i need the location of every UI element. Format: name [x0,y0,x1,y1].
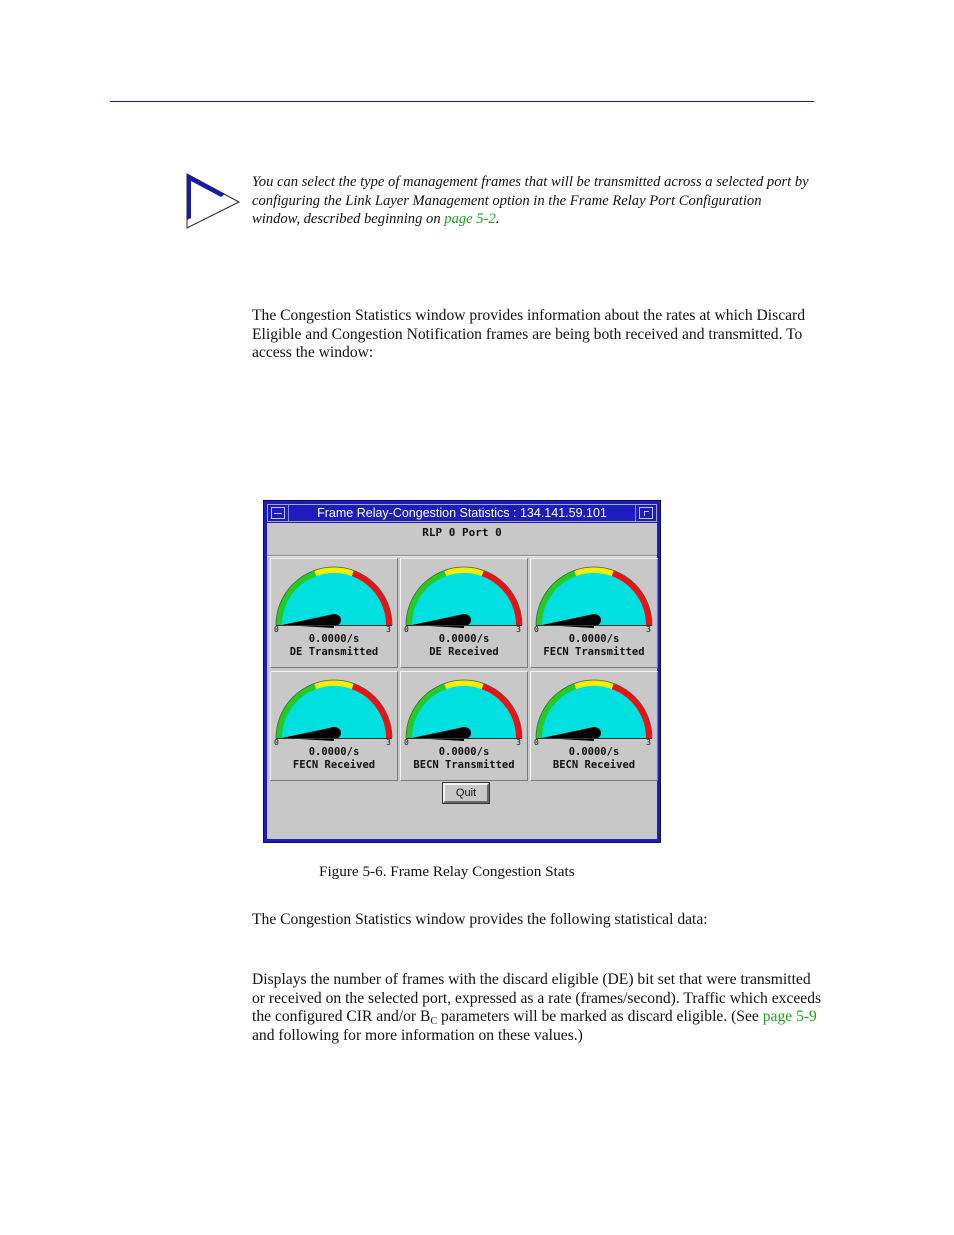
window-client-area [267,523,657,839]
gauge-label: FECN Received [292,759,376,771]
note-arrow-icon [185,172,241,230]
gauge-label: DE Received [429,646,499,658]
gauge-dial [271,559,399,631]
gauge-value: 0.0000/s [438,746,490,758]
gauge-fecn-transmitted [530,558,658,668]
needle-hub [457,727,471,739]
gauge-label: BECN Transmitted [413,759,515,771]
scale-max-label: 3 [516,738,521,747]
needle-hub [587,727,601,739]
maximize-icon[interactable] [639,507,653,519]
gauge-de-transmitted [270,558,398,668]
gauge-dial [401,672,529,744]
gauge-dial [531,672,659,744]
gauge-value: 0.0000/s [568,746,620,758]
scale-max-label: 3 [646,738,651,747]
yellow-band [315,683,353,686]
scale-min-label: 0 [274,625,279,634]
scale-min-label: 0 [404,738,409,747]
header-rule [110,101,814,102]
gauge-value: 0.0000/s [308,746,360,758]
needle-hub [587,614,601,626]
gauge-dial [531,559,659,631]
scale-min-label: 0 [274,738,279,747]
gauge-value: 0.0000/s [568,633,620,645]
yellow-band [575,570,613,573]
scale-max-label: 3 [646,625,651,634]
gauge-becn-received [530,671,658,781]
yellow-band [445,570,483,573]
quit-button[interactable]: Quit [443,783,489,803]
page-5-2-link[interactable]: page 5-2 [444,211,496,227]
gauge-de-received [400,558,528,668]
gauge-label: DE Transmitted [289,646,379,658]
gauge-fecn-received [270,671,398,781]
window-menu-icon[interactable] [271,507,285,519]
gauge-becn-transmitted [400,671,528,781]
port-label: RLP 0 Port 0 [422,526,502,539]
gauge-label: FECN Transmitted [543,646,645,658]
window-titlebar[interactable] [267,504,657,522]
scale-max-label: 3 [386,738,391,747]
needle-hub [327,727,341,739]
stats-intro-paragraph: The Congestion Statistics window provides the following statistical data: [252,911,708,928]
gauge-value: 0.0000/s [438,633,490,645]
scale-min-label: 0 [534,625,539,634]
scale-min-label: 0 [534,738,539,747]
scale-max-label: 3 [516,625,521,634]
gauge-dial [271,672,399,744]
needle-hub [457,614,471,626]
yellow-band [575,683,613,686]
scale-max-label: 3 [386,625,391,634]
de-description-paragraph: Displays the number of frames with the discard eligible (DE) bit set that were transmitted or received on the selected port, expressed as a rate (frames/second). Traffic which exceeds the configured CIR and/or $B_C$ parameters will be marked as discard eligible. (See page 5-9 and following for more information on these values.) [252,971,822,1044]
page-5-9-link[interactable]: page 5-9 [762,1008,817,1026]
figure-caption: Figure 5-6. Frame Relay Congestion Stats [319,863,575,880]
note-text: You can select the type of management frames that will be transmitted across a selected port by configuring the Link Layer Management option in the Frame Relay Port Configuration window, described beginning on page 5-2. [252,174,809,227]
congestion-stats-window [263,500,661,843]
needle-hub [327,614,341,626]
scale-min-label: 0 [404,625,409,634]
yellow-band [315,570,353,573]
window-title: Frame Relay-Congestion Statistics : 134.141.59.101 [317,506,607,520]
yellow-band [445,683,483,686]
gauge-dial [401,559,529,631]
gauge-value: 0.0000/s [308,633,360,645]
gauge-label: BECN Received [552,759,636,771]
intro-paragraph: The Congestion Statistics window provides information about the rates at which Discard Eligible and Congestion Notification frames are being both received and transmitted. To access the window: [252,307,806,362]
